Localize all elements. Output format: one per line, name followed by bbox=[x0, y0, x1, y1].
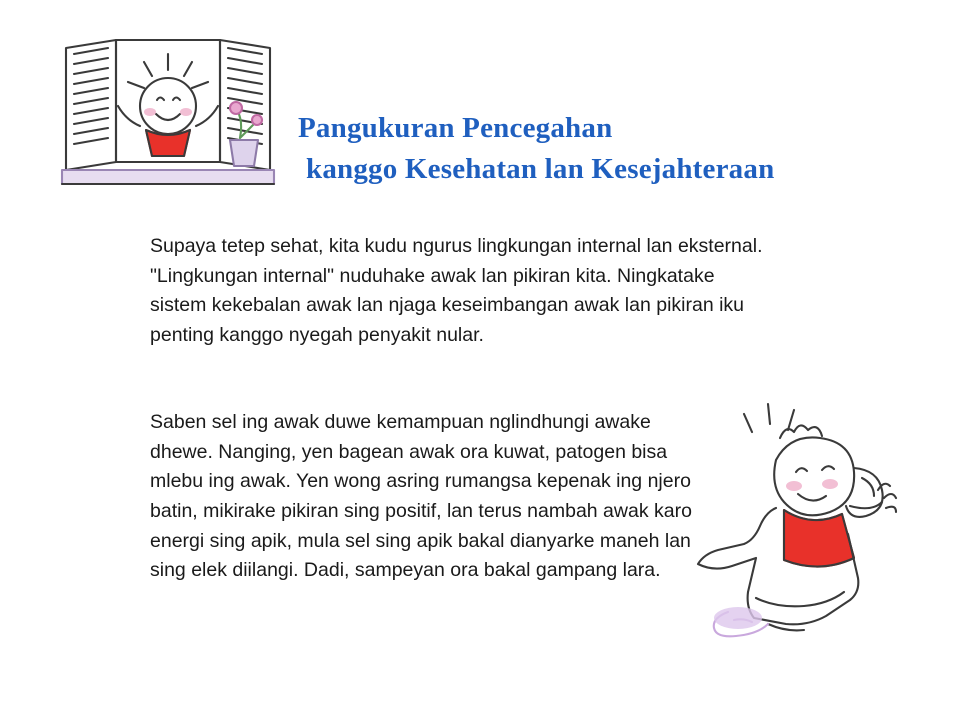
title-line-2: kanggo Kesehatan lan Kesejahteraan bbox=[306, 153, 775, 186]
open-window-with-sun-illustration bbox=[58, 34, 278, 209]
body-paragraph-1: Supaya tetep sehat, kita kudu ngurus lingkungan internal lan eksternal. "Lingkungan internal" nuduhake awak lan pikiran kita. Ningkatake sistem kekebalan awak lan njaga keseimbangan awak lan pikiran iku penting kanggo nyegah penyakit nular. bbox=[150, 235, 763, 346]
body-paragraph-2: Saben sel ing awak duwe kemampuan nglindhungi awake dhewe. Nanging, yen bagean awak ora kuwat, patogen bisa mlebu ing awak. Yen wong asring rumangsa kepenak ing njero batin, mikirake pikiran sing positif, lan terus nambah awak karo energi sing apik, mula sel sing apik bakal dianyarke maneh lan sing elek diilangi. Dadi, sampeyan ora bakal gampang lara. bbox=[150, 411, 692, 582]
stretching-girl-illustration bbox=[672, 398, 934, 648]
slide-title bbox=[298, 108, 918, 190]
title-line-1: Pangukuran Pencegahan bbox=[298, 112, 613, 144]
